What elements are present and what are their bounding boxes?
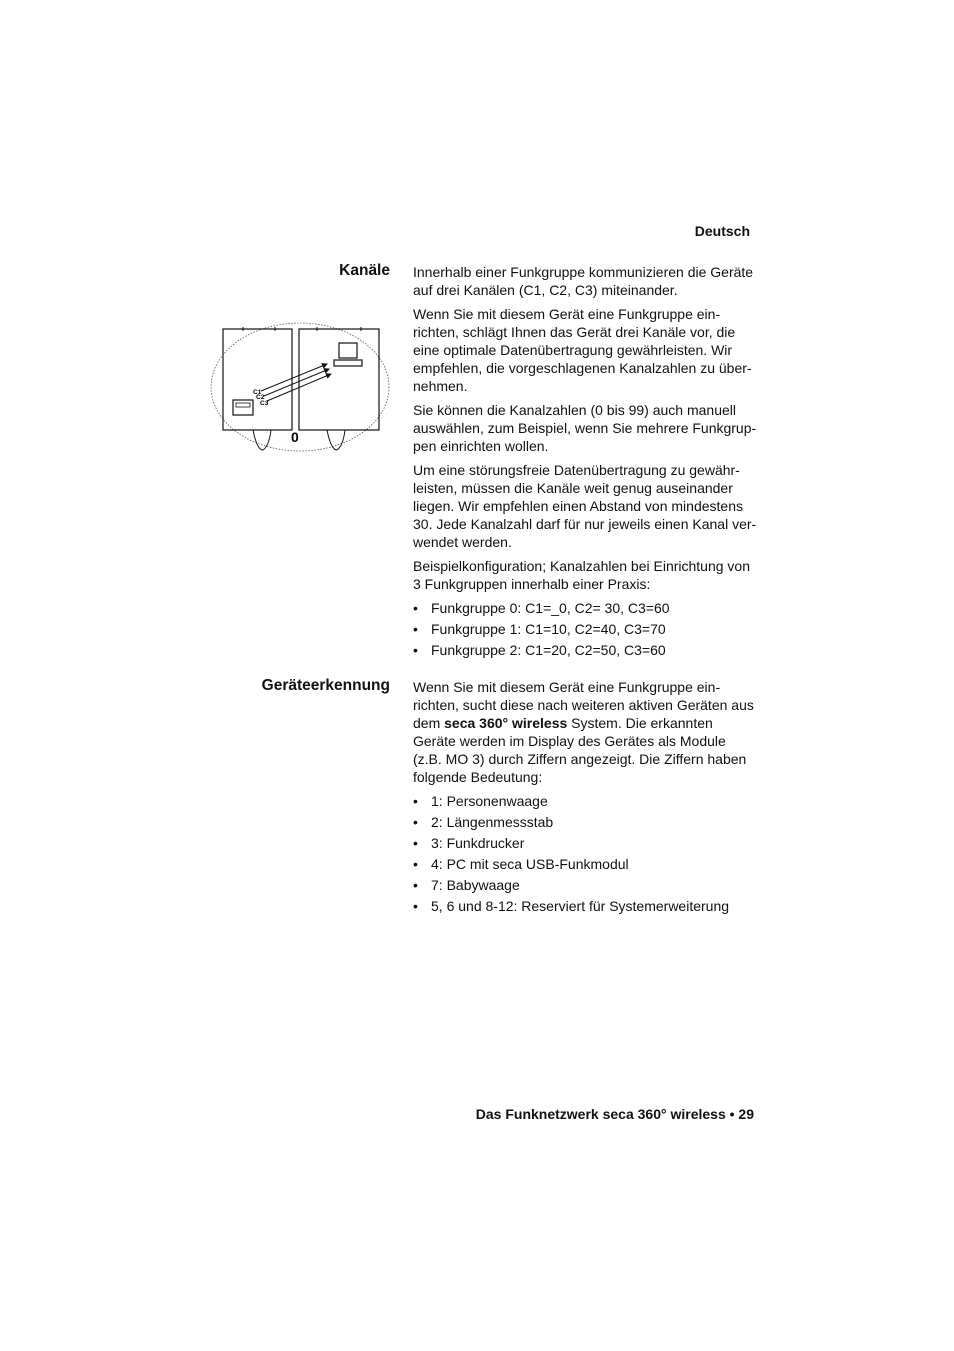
list-item: • 7: Babywaage — [413, 876, 758, 897]
product-name: seca 360° wireless — [444, 715, 568, 731]
kanaele-paragraph-3: Sie können die Kanalzahlen (0 bis 99) auch manuell auswählen, zum Beispiel, wenn Sie mehrere Funkgrup-pen einrichten wollen. — [413, 402, 757, 454]
section-heading-kanaele: Kanäle — [339, 262, 390, 279]
pc-monitor-icon — [339, 343, 357, 358]
kanaele-paragraph-5: Beispielkonfiguration; Kanalzahlen bei Einrichtung von 3 Funkgruppen innerhalb einer Praxis: — [413, 558, 750, 592]
list-item: • 3: Funkdrucker — [413, 834, 758, 855]
kanaele-paragraph-2: Wenn Sie mit diesem Gerät eine Funkgruppe ein-richten, schlägt Ihnen das Gerät drei Kanäle vor, die eine optimale Datenübertragung gewährleisten. Wir empfehlen, die vorgeschlagenen Kanalzahlen zu über-nehmen. — [413, 306, 752, 394]
page-footer: Das Funknetzwerk seca 360° wireless • 29 — [475, 1106, 754, 1122]
list-item: • 5, 6 und 8-12: Reserviert für Systemerweiterung — [413, 897, 758, 918]
list-item: • 1: Personenwaage — [413, 792, 758, 813]
list-item: • Funkgruppe 0: C1=_0, C2= 30, C3=60 — [413, 599, 758, 620]
geraeteerkennung-bullet-list — [413, 792, 758, 918]
group-number-label: 0 — [291, 429, 299, 445]
scale-device-icon — [233, 400, 253, 415]
channel-arrow-c1 — [261, 364, 327, 391]
kanaele-bullet-list — [413, 599, 758, 662]
list-item: • Funkgruppe 2: C1=20, C2=50, C3=60 — [413, 641, 758, 662]
geraeteerkennung-paragraph — [413, 678, 758, 786]
channel-arrow-c2 — [264, 369, 329, 396]
channel-label-c3: C3 — [260, 400, 269, 407]
kanaele-paragraph-4: Um eine störungsfreie Datenübertragung zu gewähr-leisten, müssen die Kanäle weit genug auseinander liegen. Wir empfehlen einen Abstand von mindestens 30. Jede Kanalzahl darf für nur jeweils einen Kanal ver-wendet werden. — [413, 462, 757, 550]
kanaele-body — [413, 263, 758, 662]
language-label: Deutsch — [694, 223, 750, 239]
kanaele-paragraph-1: Innerhalb einer Funkgruppe kommunizieren die Geräte auf drei Kanälen (C1, C2, C3) miteinander. — [413, 264, 754, 298]
channel-label-c1: C1 — [253, 389, 262, 396]
pc-keyboard-icon — [334, 360, 362, 366]
list-item: • Funkgruppe 1: C1=10, C2=40, C3=70 — [413, 620, 758, 641]
door-left — [253, 430, 271, 450]
section-heading-geraeteerkennung: Geräteerkennung — [261, 677, 390, 694]
paragraph-text-after: System. Die erkannten Geräte werden im Display des Gerätes als Module (z.B. MO 3) durch Ziffern angezeigt. Die Ziffern haben folgende Bedeutung: — [413, 715, 747, 785]
funkgruppe-diagram — [209, 318, 391, 456]
channel-label-c2: C2 — [256, 394, 265, 401]
list-item: • 4: PC mit seca USB-Funkmodul — [413, 855, 758, 876]
geraeteerkennung-body — [413, 678, 758, 918]
list-item: • 2: Längenmessstab — [413, 813, 758, 834]
paragraph-text-before: Wenn Sie mit diesem Gerät eine Funkgruppe ein-richten, sucht diese nach weiteren aktiven Geräten aus dem — [413, 679, 754, 731]
